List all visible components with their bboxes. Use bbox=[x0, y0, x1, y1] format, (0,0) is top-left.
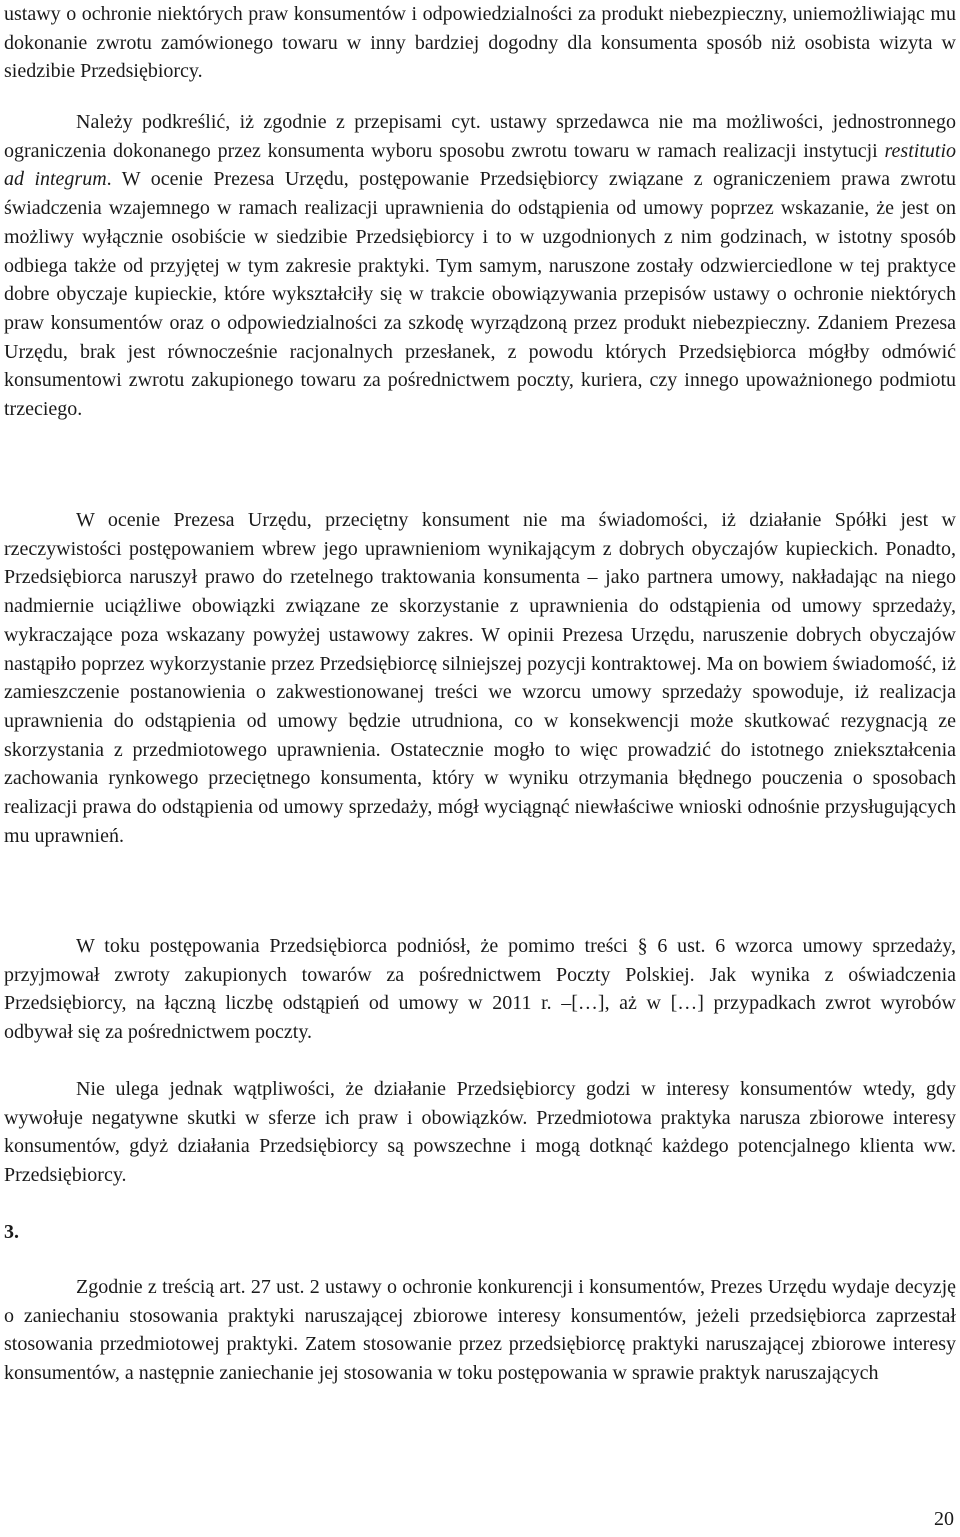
paragraph-proceedings: W toku postępowania Przedsiębiorca podniósł, że pomimo treści § 6 ust. 6 wzorca umowy sprzedaży, przyjmował zwroty zakupionych towarów za pośrednictwem Poczty Polskiej. Jak wynika z oświadczenia Przedsiębiorcy, na łączną liczbę odstąpień od umowy w 2011 r. –[…], aż w […] przypadkach zwrot wyrobów odbywał się za pośrednictwem poczty. bbox=[4, 935, 956, 1044]
paragraph-consumer-awareness: W ocenie Prezesa Urzędu, przeciętny konsument nie ma świadomości, iż działanie Spółki jest w rzeczywistości postępowaniem wbrew jego uprawnieniom wynikającym z dobrych obyczajów kupieckich. Ponadto, Przedsiębiorca naruszył prawo do rzetelnego traktowania konsumenta – jako partnera umowy, nakładając na niego nadmiernie uciążliwe obowiązki związane ze skorzystanie z uprawnienia do odstąpienia od umowy sprzedaży, wykraczające poza wskazany powyżej ustawowy zakres. W opinii Prezesa Urzędu, naruszenie dobrych obyczajów nastąpiło poprzez wykorzystanie przez Przedsiębiorcę silniejszej pozycji kontraktowej. Ma on bowiem świadomość, iż zamieszczenie postanowienia o zakwestionowanej treści we wzorcu umowy sprzedaży spowoduje, iż realizacja uprawnienia do odstąpienia od umowy będzie utrudniona, co w konsekwencji może skutkować rezygnacją ze skorzystania z przedmiotowego uprawnienia. Ostatecznie mogło to więc prowadzić do istotnego zniekształcenia zachowania rynkowego przeciętnego konsumenta, który w wyniku otrzymania błędnego pouczenia o sposobach realizacji prawa do odstąpienia od umowy sprzedaży, mógł wyciągnąć niewłaściwe wnioski odnośnie przysługujących mu uprawnień. bbox=[4, 509, 956, 847]
paragraph-restitutio bbox=[4, 108, 956, 424]
paragraph-article-27: Zgodnie z treścią art. 27 ust. 2 ustawy o ochronie konkurencji i konsumentów, Prezes Urzędu wydaje decyzję o zaniechaniu stosowania praktyki naruszającej zbiorowe interesy konsumentów, jeżeli przedsiębiorca zaprzestał stosowania przedmiotowej praktyki. Zatem stosowanie przez przedsiębiorcę praktyki naruszającej zbiorowe interesy konsumentów, a następnie zaniechanie jej stosowania w toku postępowania w sprawie praktyk naruszających bbox=[4, 1276, 956, 1385]
paragraph-continuation: ustawy o ochronie niektórych praw konsumentów i odpowiedzialności za produkt niebezpieczny, uniemożliwiając mu dokonanie zwrotu zamówionego towaru w inny bardziej dogodny dla konsumenta sposób niż osobista wizyta w siedzibie Przedsiębiorcy. bbox=[4, 3, 956, 83]
latin-phrase: restitutio ad integrum bbox=[4, 139, 956, 191]
section-heading: 3. bbox=[4, 1221, 19, 1243]
paragraph-restitutio-text-start: Należy podkreślić, iż zgodnie z przepisami cyt. ustawy sprzedawca nie ma możliwości, jednostronnego ograniczenia dokonanego przez konsumenta wyboru sposobu zwrotu towaru w ramach realizacji instytucji bbox=[4, 111, 956, 162]
page-number: 20 bbox=[934, 1508, 954, 1530]
paragraph-collective-interests: Nie ulega jednak wątpliwości, że działanie Przedsiębiorcy godzi w interesy konsumentów wtedy, gdy wywołuje negatywne skutki w sferze ich praw i obowiązków. Przedmiotowa praktyka narusza zbiorowe interesy konsumentów, gdyż działania Przedsiębiorcy są powszechne i mogą dotknąć każdego potencjalnego klienta ww. Przedsiębiorcy. bbox=[4, 1078, 956, 1187]
paragraph-restitutio-text-end: . W ocenie Prezesa Urzędu, postępowanie Przedsiębiorcy związane z ograniczeniem prawa zwrotu świadczenia wzajemnego w ramach realizacji uprawnienia do odstąpienia od umowy poprzez wskazanie, że jest on możliwy wyłącznie osobiście w siedzibie Przedsiębiorcy i to w uzgodnionych z nim godzinach, w istotny sposób odbiega także od przyjętej w tym zakresie praktyki. Tym samym, naruszone zostały odzwierciedlone w tej praktyce dobre obyczaje kupieckie, które wykształciły się w trakcie obowiązywania przepisów ustawy o ochronie niektórych praw konsumentów oraz o odpowiedzialności za szkodę wyrządzoną przez produkt niebezpieczny. Zdaniem Prezesa Urzędu, brak jest równocześnie racjonalnych przesłanek, z powodu których Przedsiębiorca mógłby odmówić konsumentowi zwrotu zakupionego towaru za pośrednictwem poczty, kuriera, czy innego upoważnionego podmiotu trzeciego. bbox=[4, 168, 957, 421]
